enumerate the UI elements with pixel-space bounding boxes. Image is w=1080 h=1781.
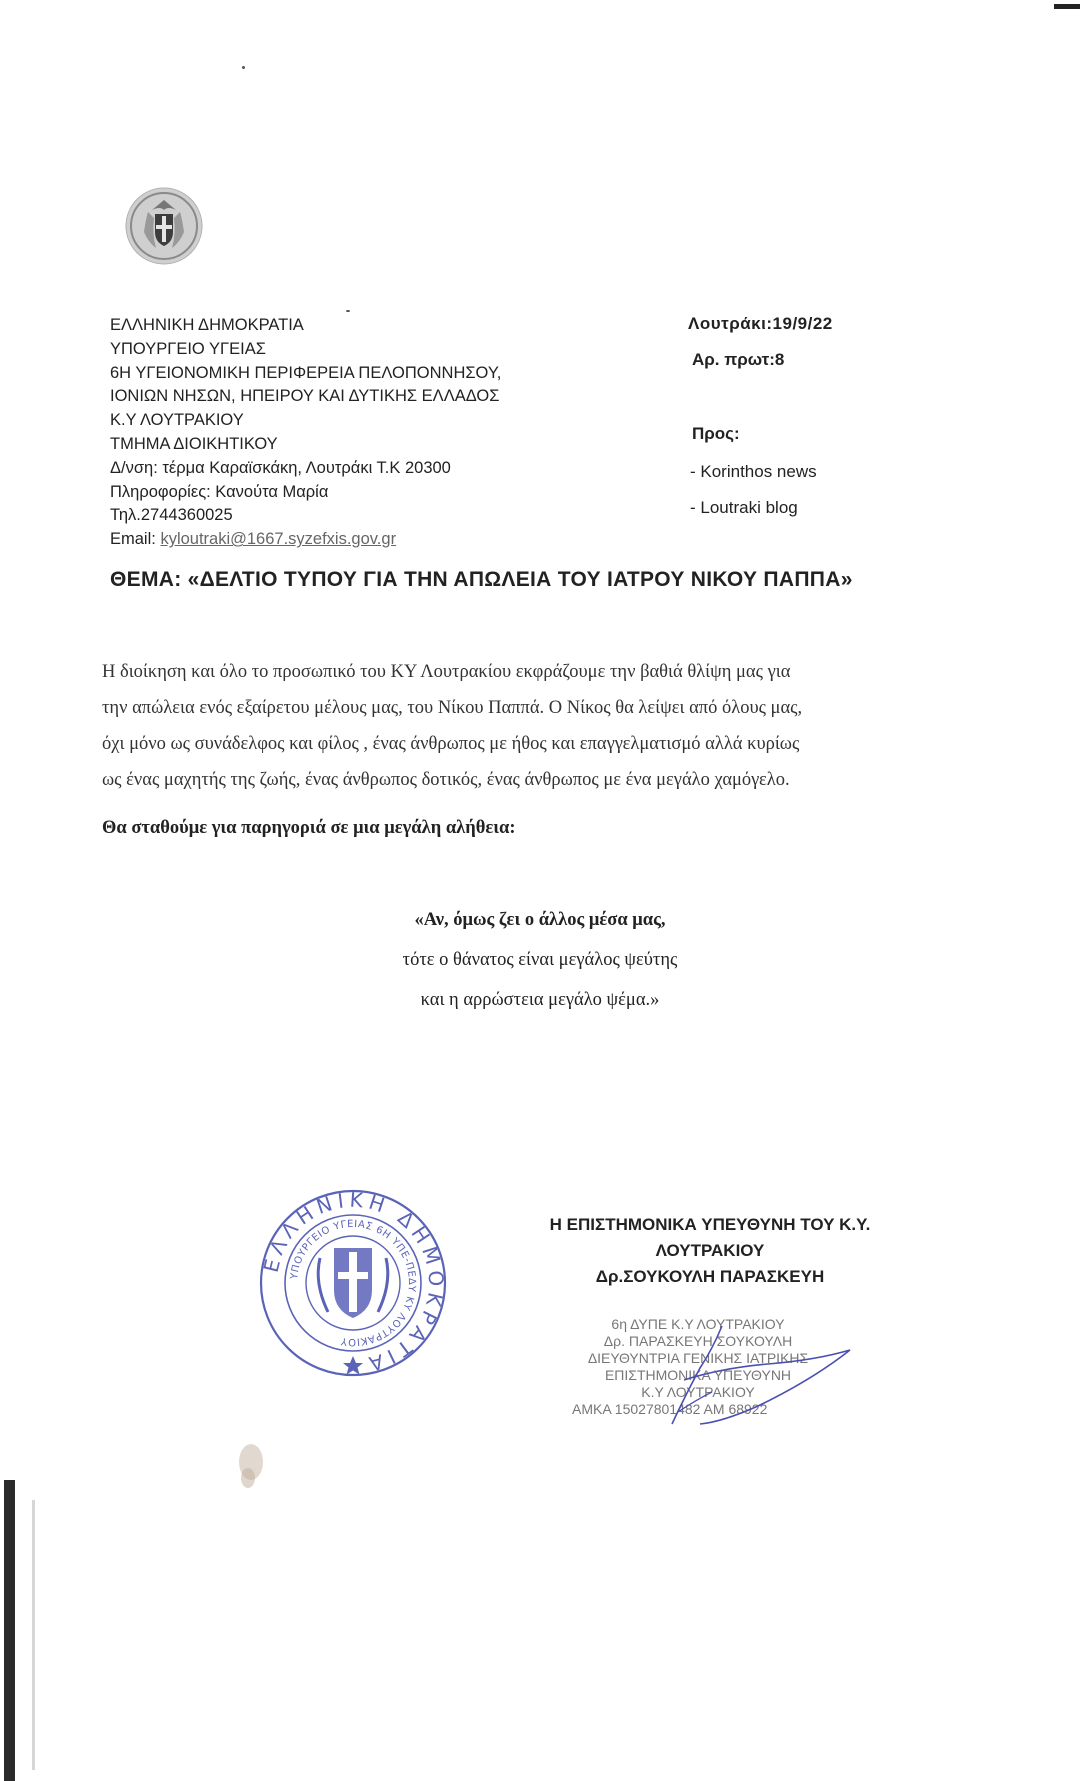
- signature-title-line: Δρ.ΣΟΥΚΟΥΛΗ ΠΑΡΑΣΚΕΥΗ: [595, 1267, 825, 1286]
- signature-title-line: ΛΟΥΤΡΑΚΙΟΥ: [655, 1241, 765, 1260]
- header-line: Πληροφορίες: Κανούτα Μαρία: [110, 482, 329, 501]
- header-line: ΙΟΝΙΩΝ ΝΗΣΩΝ, ΗΠΕΙΡΟΥ ΚΑΙ ΔΥΤΙΚΗΣ ΕΛΛΑΔΟΣ: [110, 387, 500, 406]
- body-line: όχι μόνο ως συνάδελφος και φίλος , ένας άνθρωπος με ήθος και επαγγελματισμό αλλά κυρίως: [102, 734, 800, 754]
- paper-smudge: [230, 1438, 272, 1494]
- scan-dust: [242, 66, 245, 69]
- header-line: 6Η ΥΓΕΙΟΝΟΜΙΚΗ ΠΕΡΙΦΕΡΕΙΑ ΠΕΛΟΠΟΝΝΗΣΟΥ,: [110, 363, 502, 382]
- header-line: Δ/νση: τέρμα Καραϊσκάκη, Λουτράκι Τ.Κ 20300: [110, 458, 451, 477]
- stamp-line: ΑΜΚΑ 15027801482 ΑΜ 68922: [572, 1401, 768, 1417]
- scan-dust: [346, 310, 350, 312]
- quote-block: [0, 900, 1080, 1020]
- protocol-number: Αρ. πρωτ:8: [692, 350, 785, 369]
- stamp-line: Κ.Υ ΛΟΥΤΡΑΚΙΟΥ: [641, 1384, 755, 1400]
- recipient: - Loutraki blog: [690, 498, 798, 517]
- header-line: Κ.Υ ΛΟΥΤΡΑΚΙΟΥ: [110, 411, 244, 430]
- quote-line: «Αν, όμως ζει ο άλλος μέσα μας,: [414, 910, 666, 930]
- subject-line: ΘΕΜΑ: «ΔΕΛΤΙΟ ΤΥΠΟΥ ΓΙΑ ΤΗΝ ΑΠΩΛΕΙΑ ΤΟΥ ΙΑΤΡΟΥ ΝΙΚΟΥ ΠΑΠΠΑ»: [110, 568, 853, 591]
- stamp-line: ΔΙΕΥΘΥΝΤΡΙΑ ΓΕΝΙΚΗΣ ΙΑΤΡΙΚΗΣ: [587, 1350, 809, 1366]
- quote-intro: Θα σταθούμε για παρηγοριά σε μια μεγάλη αλήθεια:: [102, 818, 516, 838]
- quote-line: τότε ο θάνατος είναι μεγάλος ψεύτης: [402, 950, 678, 970]
- official-round-stamp: [258, 1188, 448, 1378]
- body-line: ως ένας μαχητής της ζωής, ένας άνθρωπος δοτικός, ένας άνθρωπος με ένα μεγάλο χαμόγελο.: [102, 770, 790, 790]
- greek-coat-of-arms-icon: [124, 186, 204, 266]
- handwritten-signature: [572, 1320, 862, 1430]
- scan-edge-bar: [4, 1480, 15, 1781]
- header-line: Τηλ.2744360025: [110, 506, 233, 525]
- stamp-outer-text: ΕΛΛΗΝΙΚΗ ΔΗΜΟΚΡΑΤΙΑ: [258, 1188, 448, 1378]
- stamp-line: Δρ. ΠΑΡΑΣΚΕΥΗ ΣΟΥΚΟΥΛΗ: [603, 1333, 793, 1349]
- body-paragraph: [102, 654, 942, 798]
- header-line: ΥΠΟΥΡΓΕΙΟ ΥΓΕΙΑΣ: [110, 339, 266, 358]
- scan-edge-mark: [1054, 4, 1080, 9]
- email-line: [110, 528, 501, 552]
- stamp-line: 6η ΔΥΠΕ Κ.Υ ΛΟΥΤΡΑΚΙΟΥ: [611, 1316, 785, 1332]
- email-label: Email:: [110, 530, 161, 549]
- sender-block: [110, 314, 501, 552]
- header-line: ΤΜΗΜΑ ΔΙΟΙΚΗΤΙΚΟΥ: [110, 434, 278, 453]
- header-line: ΕΛΛΗΝΙΚΗ ΔΗΜΟΚΡΑΤΙΑ: [110, 316, 304, 334]
- stamp-inner-text: ΥΠΟΥΡΓΕΙΟ ΥΓΕΙΑΣ 6Η ΥΠΕ-ΠΕΔΥ ΚΥ ΛΟΥΤΡΑΚΙΟΥ: [289, 1218, 418, 1348]
- body-line: Η διοίκηση και όλο το προσωπικό του ΚΥ Λουτρακίου εκφράζουμε την βαθιά θλίψη μας για: [102, 662, 791, 682]
- signature-title-line: Η ΕΠΙΣΤΗΜΟΝΙΚΑ ΥΠΕΥΘΥΝΗ ΤΟΥ Κ.Υ.: [549, 1215, 871, 1234]
- signature-title: [520, 1212, 900, 1290]
- document-date: Λουτράκι:19/9/22: [688, 314, 833, 333]
- email-link[interactable]: kyloutraki@1667.syzefxis.gov.gr: [160, 530, 397, 549]
- quote-line: και η αρρώστεια μεγάλο ψέμα.»: [420, 990, 660, 1010]
- to-label: Προς:: [692, 424, 740, 443]
- stamp-line: ΕΠΙΣΤΗΜΟΝΙΚΑ ΥΠΕΥΘΥΝΗ: [604, 1367, 792, 1383]
- body-line: την απώλεια ενός εξαίρετου μέλους μας, του Νίκου Παππά. Ο Νίκος θα λείψει από όλους μας,: [102, 698, 803, 718]
- scan-edge-line: [32, 1500, 35, 1770]
- recipient: - Korinthos news: [690, 462, 817, 481]
